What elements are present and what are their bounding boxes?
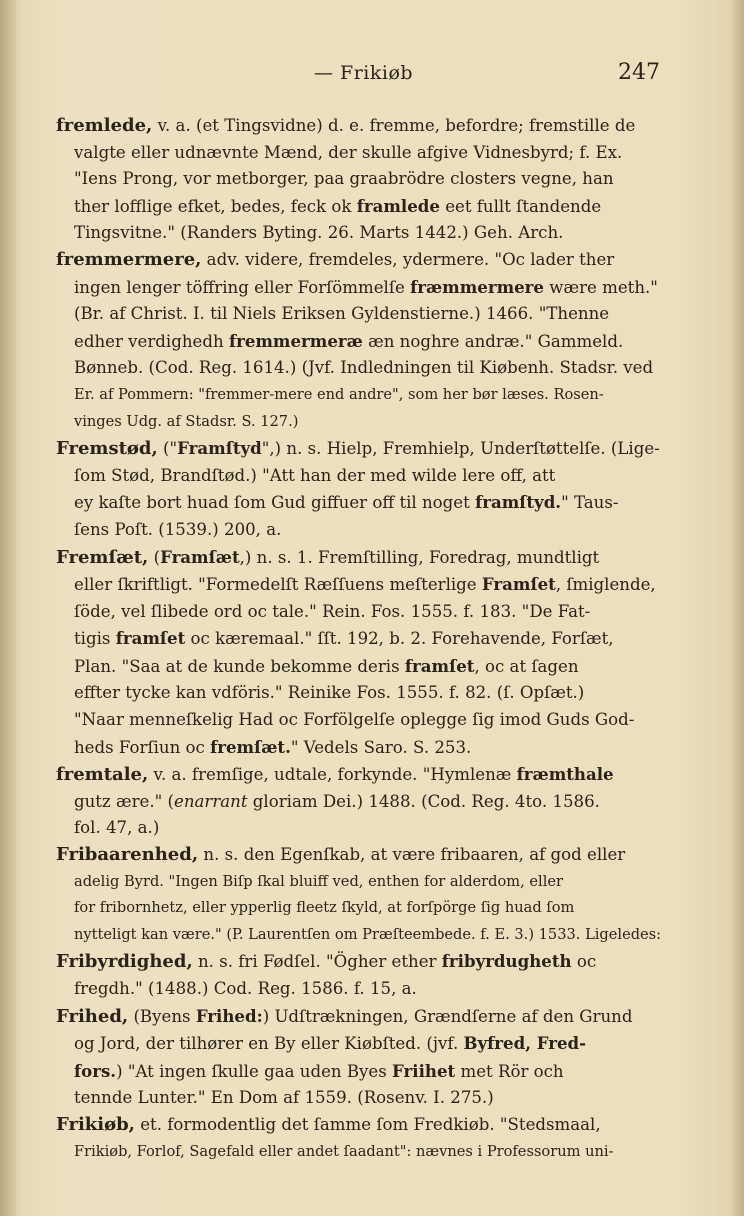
text-line	[56, 571, 660, 599]
entry-first-line	[56, 544, 660, 572]
text-segment: " Taus-	[561, 493, 619, 513]
entry-first-line	[56, 435, 660, 463]
text-segment: Bønneb. (Cod. Reg. 1614.) (Jvf. Indledningen til Kiøbenh. Stadsr. ved	[74, 358, 654, 378]
headword: fremmermere,	[56, 248, 202, 270]
text-segment: Tingsvitne." (Randers Byting. 26. Marts 1442.) Geh. Arch.	[74, 223, 564, 243]
text-line	[56, 463, 660, 490]
bold-term: Friihet	[392, 1060, 456, 1081]
bold-term: framlede	[356, 195, 440, 216]
text-segment: Er. af Pommern: "fremmer-mere end andre", som her bør læses. Rosen-	[74, 385, 604, 403]
text-line	[56, 355, 660, 382]
text-segment: edher verdighedh	[74, 331, 229, 351]
text-segment: v. a. (et Tingsvidne) d. e. fremme, befordre; fremstille de	[152, 116, 636, 135]
text-line	[56, 166, 660, 193]
text-line	[56, 599, 660, 626]
entry-first-line	[56, 113, 660, 140]
text-segment: vinges Udg. af Stadsr. S. 127.)	[74, 412, 299, 430]
italic-term: enarrant	[174, 791, 248, 811]
bold-term: Frihed:	[195, 1005, 263, 1026]
text-segment: æn noghre andræ." Gammeld.	[362, 331, 624, 351]
text-line	[56, 274, 660, 302]
text-segment: og Jord, der tilhører en By eller Kiøbſted. (jvf.	[74, 1034, 464, 1054]
entry-first-line	[56, 1112, 660, 1139]
text-line	[56, 193, 660, 221]
text-line	[56, 976, 660, 1003]
text-line	[56, 1139, 660, 1166]
text-segment: , ſmiglende,	[555, 575, 656, 595]
entry-first-line	[56, 842, 660, 869]
text-segment: Plan. "Saa at de kunde bekomme deris	[74, 656, 405, 676]
text-line	[56, 140, 660, 167]
text-segment: gutz ære." (	[74, 791, 175, 811]
page-gutter	[0, 0, 16, 1216]
text-segment: n. s. den Egenſkab, at være fribaaren, af god eller	[198, 845, 626, 865]
bold-term: framſet	[115, 628, 186, 649]
text-line	[56, 409, 660, 436]
text-segment: , oc at ſagen	[474, 656, 579, 676]
text-segment: eller ſkriftligt. "Formedelſt Ræſſuens meſterlige	[74, 575, 482, 595]
text-line	[56, 653, 660, 681]
text-segment: ("	[157, 439, 178, 459]
text-segment: ſöde, vel ſlibede ord oc tale." Rein. Fos. 1555. f. 183. "De Fat-	[74, 601, 591, 621]
bold-term: fribyrdugheth	[441, 951, 572, 972]
text-line	[56, 869, 660, 896]
text-segment: adelig Byrd. "Ingen Biſp ſkal bluiff ved, enthen for alderdom, eller	[74, 872, 563, 890]
text-segment: ſens Poſt. (1539.) 200, a.	[74, 519, 282, 539]
bold-term: Framſet	[481, 574, 556, 595]
text-line	[56, 707, 660, 734]
text-line	[56, 517, 660, 544]
text-line	[56, 922, 660, 949]
text-segment: et. formodentlig det ſamme ſom Fredkiøb. "Stedsmaal,	[134, 1114, 601, 1134]
text-line	[56, 789, 660, 816]
text-segment: (	[148, 547, 161, 567]
text-segment: ingen lenger töffring eller Forſömmelſe	[74, 277, 411, 297]
text-segment: met Rör och	[455, 1061, 564, 1081]
text-line	[56, 328, 660, 356]
headword: Fribyrdighed,	[56, 951, 193, 973]
text-segment: n. s. fri Fødſel. "Ögher ether	[192, 952, 442, 972]
bold-term: framſtyd.	[475, 492, 562, 513]
text-line	[56, 489, 660, 517]
text-segment: for fribornhetz, eller ypperlig fleetz ſkyld, at forſpörge ſig huad ſom	[74, 899, 575, 917]
text-segment: oc kæremaal." ſſt. 192, b. 2. Forehavende, Forſæt,	[185, 629, 614, 649]
bold-term: fremmermeræ	[228, 330, 363, 351]
text-segment: wære meth."	[544, 277, 658, 297]
text-segment: fregdh." (1488.) Cod. Reg. 1586. f. 15, a.	[74, 979, 417, 998]
text-segment: ey kaſte bort huad ſom Gud giffuer off til noget	[74, 493, 476, 513]
text-segment: oc	[571, 952, 597, 972]
text-line	[56, 1085, 660, 1112]
running-title: — Frikiøb	[314, 62, 414, 84]
text-segment: fol. 47, a.)	[74, 818, 160, 838]
text-segment: (Byens	[128, 1006, 196, 1026]
bold-term: Framſæt	[160, 546, 240, 567]
text-segment: ,) n. s. 1. Fremſtilling, Foredrag, mundtligt	[239, 547, 600, 567]
page-number: 247	[618, 60, 660, 85]
text-segment: gloriam Dei.) 1488. (Cod. Reg. 4to. 1586.	[247, 791, 600, 811]
text-line	[56, 680, 660, 707]
text-line	[56, 220, 660, 247]
text-line	[56, 301, 660, 328]
bold-term: Byfred, Fred-	[463, 1033, 587, 1054]
text-line	[56, 382, 660, 409]
headword: Fremstød,	[56, 438, 158, 460]
headword: fremtale,	[56, 764, 149, 786]
text-segment: eet fullt ſtandende	[439, 196, 602, 216]
headword: Fribaarenhed,	[56, 844, 199, 866]
text-segment: ) "At ingen ſkulle gaa uden Byes	[116, 1061, 393, 1081]
text-line	[56, 625, 660, 653]
page-header	[74, 60, 660, 90]
text-segment: "Iens Prong, vor metborger, paa graabrödre closters vegne, han	[74, 169, 614, 189]
text-segment: valgte eller udnævnte Mænd, der skulle afgive Vidnesbyrd; f. Ex.	[74, 142, 623, 162]
bold-term: fræmmermere	[410, 276, 544, 297]
text-segment: ſom Stød, Brandſtød.) "Att han der med wilde lere off, att	[74, 465, 556, 485]
headword: Frihed,	[56, 1005, 129, 1027]
text-segment: ",) n. s. Hielp, Fremhielp, Underſtøttelſe. (Lige-	[261, 439, 660, 459]
headword: fremlede,	[56, 115, 153, 136]
text-line	[56, 1030, 660, 1058]
text-segment: (Br. af Christ. I. til Niels Eriksen Gyldenstierne.) 1466. "Thenne	[74, 304, 610, 324]
text-segment: tigis	[74, 629, 116, 649]
page-edge	[730, 0, 744, 1216]
dictionary-text	[56, 113, 660, 1165]
text-line	[56, 1058, 660, 1086]
text-segment: Frikiøb, Forlof, Sagefald eller andet ſaadant": nævnes i Professorum uni-	[74, 1142, 614, 1160]
bold-term: fræmthale	[516, 764, 614, 785]
text-segment: adv. videre, fremdeles, ydermere. "Oc lader ther	[201, 249, 615, 269]
text-line	[56, 895, 660, 922]
bold-term: fremſæt.	[210, 736, 291, 757]
text-segment: v. a. fremſige, udtale, forkynde. "Hymlenæ	[148, 765, 517, 785]
headword: Frikiøb,	[56, 1113, 135, 1135]
text-segment: " Vedels Saro. S. 253.	[290, 737, 472, 757]
bold-term: Framſtyd	[177, 438, 262, 459]
text-segment: "Naar menneſkelig Had oc Forfölgelſe oplegge ſig imod Guds God-	[74, 710, 635, 730]
text-segment: tennde Lunter." En Dom af 1559. (Rosenv. I. 275.)	[74, 1088, 494, 1108]
bold-term: fors.	[74, 1060, 117, 1081]
entry-first-line	[56, 1003, 660, 1031]
bold-term: framſet	[404, 655, 475, 676]
entry-first-line	[56, 761, 660, 789]
entry-first-line	[56, 247, 660, 274]
text-segment: heds Forſiun oc	[74, 737, 211, 757]
text-segment: nytteligt kan være." (P. Laurentſen om Præſteembede. f. E. 3.) 1533. Ligeledes:	[74, 925, 662, 943]
text-segment: ) Udſtrækningen, Grændſerne af den Grund	[262, 1006, 633, 1026]
text-segment: effter tycke kan vdföris." Reinike Fos. 1555. f. 82. (ſ. Opſæt.)	[74, 683, 585, 703]
entry-first-line	[56, 948, 660, 976]
text-line	[56, 815, 660, 842]
text-segment: ther lofflige efket, bedes, feck ok	[74, 196, 357, 216]
headword: Fremſæt,	[56, 546, 149, 568]
text-line	[56, 734, 660, 762]
